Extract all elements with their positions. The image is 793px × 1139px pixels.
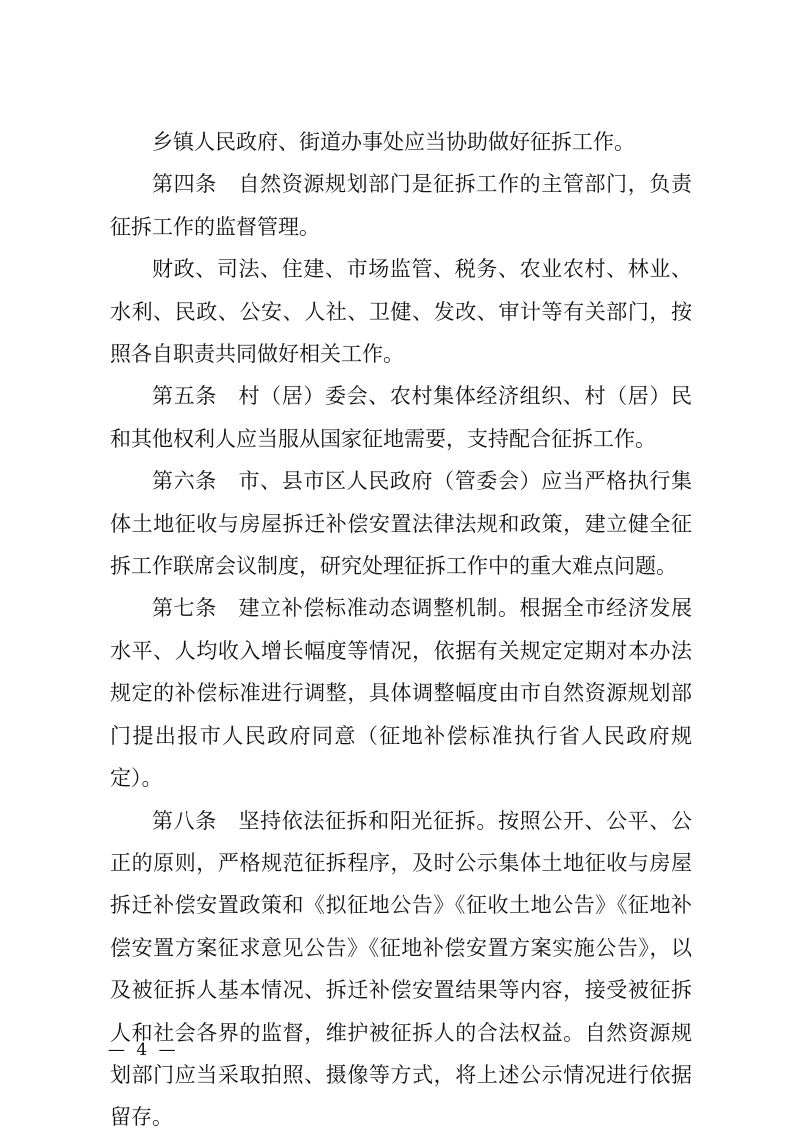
paragraph-departments: 财政、司法、住建、市场监管、税务、农业农村、林业、水利、民政、公安、人社、卫健、发改、审计等有关部门，按照各自职责共同做好相关工作。 (110, 257, 692, 367)
paragraph-article-4: 第四条 自然资源规划部门是征拆工作的主管部门，负责征拆工作的监督管理。 (110, 172, 692, 239)
paragraph-article-7: 第七条 建立补偿标准动态调整机制。根据全市经济发展水平、人均收入增长幅度等情况，依据有关规定定期对本办法规定的补偿标准进行调整，具体调整幅度由市自然资源规划部门提出报市人民政府同意（征地补偿标准执行省人民政府规定）。 (110, 596, 692, 791)
paragraph-article-5: 第五条 村（居）委会、农村集体经济组织、村（居）民和其他权利人应当服从国家征地需要，支持配合征拆工作。 (110, 384, 692, 451)
page-number: — 4 — (108, 1040, 179, 1060)
paragraph-township-assist: 乡镇人民政府、街道办事处应当协助做好征拆工作。 (152, 130, 635, 154)
paragraph-article-8: 第八条 坚持依法征拆和阳光征拆。按照公开、公平、公正的原则，严格规范征拆程序，及时公示集体土地征收与房屋拆迁补偿安置政策和《拟征地公告》《征收土地公告》《征地补偿安置方案征求意见公告》《征地补偿安置方案实施公告》，以及被征拆人基本情况、拆迁补偿安置结果等内容，接受被征拆人和社会各界的监督，维护被征拆人的合法权益。自然资源规划部门应当采取拍照、摄像等方式，将上述公示情况进行依据留存。 (110, 808, 692, 1130)
paragraph-article-6: 第六条 市、县市区人民政府（管委会）应当严格执行集体土地征收与房屋拆迁补偿安置法律法规和政策，建立健全征拆工作联席会议制度，研究处理征拆工作中的重大难点问题。 (110, 469, 692, 579)
document-body (110, 121, 692, 1139)
